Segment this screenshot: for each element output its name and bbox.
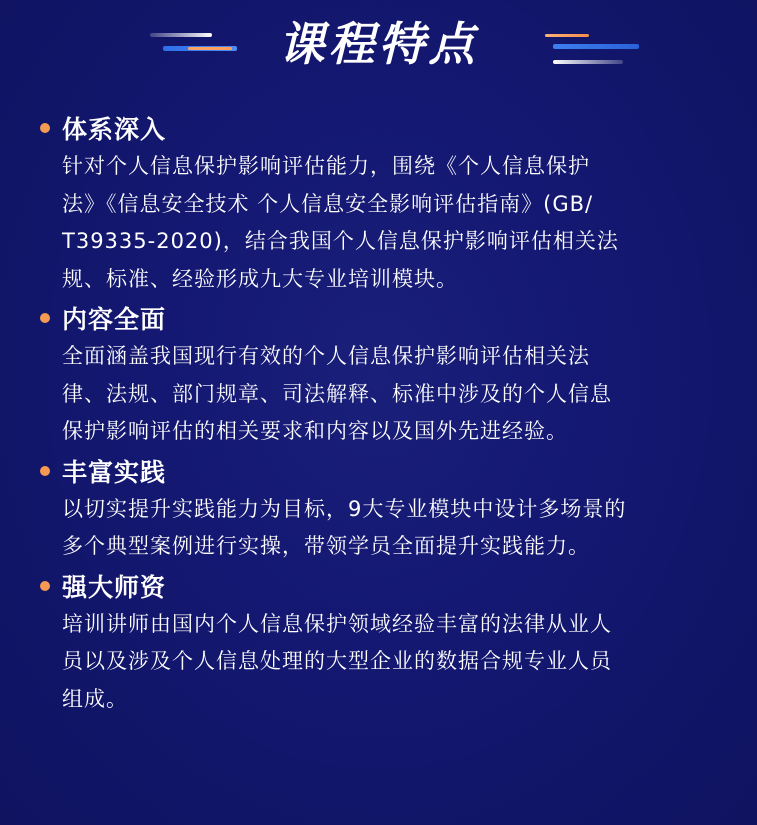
decorative-line bbox=[553, 60, 623, 64]
body-line: 培训讲师由国内个人信息保护领域经验丰富的法律从业人 bbox=[62, 611, 612, 636]
section-title: 内容全面 bbox=[62, 305, 167, 334]
body-line: 针对个人信息保护影响评估能力，围绕《个人信息保护 bbox=[62, 154, 590, 178]
body-line: 规、标准、经验形成九大专业培训模块。 bbox=[62, 266, 458, 291]
body-line: 法》《信息安全技术 个人信息安全影响评估指南》(GB/ bbox=[62, 191, 594, 216]
section-title: 丰富实践 bbox=[62, 457, 167, 487]
section-body bbox=[40, 606, 720, 719]
decorative-line bbox=[545, 34, 589, 37]
body-line: 员以及涉及个人信息处理的大型企业的数据合规专业人员 bbox=[62, 649, 612, 673]
section-title: 体系深入 bbox=[62, 115, 167, 144]
section-title: 强大师资 bbox=[62, 572, 167, 602]
section-body bbox=[40, 491, 720, 566]
bullet-icon bbox=[40, 123, 50, 133]
body-line: T39335-2020)，结合我国个人信息保护影响评估相关法 bbox=[62, 229, 619, 253]
page-title: 课程特点 bbox=[278, 17, 479, 71]
bullet-icon bbox=[40, 581, 50, 591]
feature-section bbox=[40, 298, 720, 451]
decorative-line bbox=[553, 44, 639, 49]
section-header bbox=[40, 566, 720, 606]
section-header bbox=[40, 451, 720, 491]
page-header bbox=[0, 0, 757, 90]
body-line: 保护影响评估的相关要求和内容以及国外先进经验。 bbox=[62, 419, 568, 443]
section-header bbox=[40, 108, 720, 148]
feature-list bbox=[40, 108, 720, 718]
feature-section bbox=[40, 451, 720, 566]
bullet-icon bbox=[40, 466, 50, 476]
body-line: 以切实提升实践能力为目标，9大专业模块中设计多场景的 bbox=[62, 496, 627, 521]
body-line: 组成。 bbox=[62, 686, 128, 711]
section-body bbox=[40, 148, 720, 298]
body-line: 律、法规、部门规章、司法解释、标准中涉及的个人信息 bbox=[62, 381, 612, 406]
section-body bbox=[40, 338, 720, 451]
body-line: 全面涵盖我国现行有效的个人信息保护影响评估相关法 bbox=[62, 344, 590, 368]
feature-section bbox=[40, 566, 720, 719]
body-line: 多个典型案例进行实操，带领学员全面提升实践能力。 bbox=[62, 534, 590, 558]
section-header bbox=[40, 298, 720, 338]
feature-section bbox=[40, 108, 720, 298]
bullet-icon bbox=[40, 313, 50, 323]
